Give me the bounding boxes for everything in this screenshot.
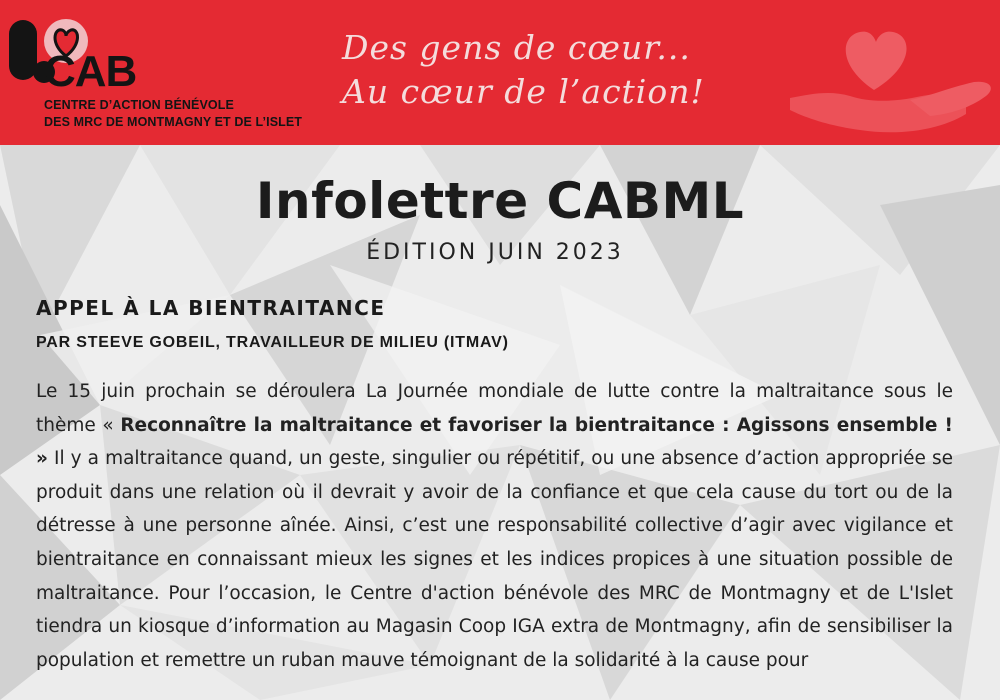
article-heading: APPEL À LA BIENTRAITANCE (36, 296, 386, 320)
logo-brand: CAB (44, 47, 137, 96)
logo-subtitle-line-1: CENTRE D’ACTION BÉNÉVOLE (44, 98, 234, 112)
body-intro: Le 15 juin prochain se déroulera La Journée mondiale de lutte contre la maltraitance sous le thème « (36, 381, 953, 436)
logo-subtitle-line-2: DES MRC DE MONTMAGNY ET DE L’ISLET (44, 115, 303, 129)
body-theme: Reconnaître la maltraitance et favoriser la bientraitance : Agissons ensemble ! » (36, 414, 953, 470)
article-body (36, 375, 953, 677)
logo (0, 0, 335, 145)
logo-subtitle (44, 97, 302, 131)
slogan (342, 26, 705, 114)
slogan-line-2: Au cœur de l’action! (342, 72, 705, 111)
article-byline: PAR STEEVE GOBEIL, TRAVAILLEUR DE MILIEU (ITMAV) (36, 334, 509, 351)
slogan-line-1: Des gens de cœur... (342, 28, 691, 67)
edition-label: ÉDITION JUIN 2023 (366, 240, 624, 265)
body-rest: Il y a maltraitance quand, un geste, singulier ou répétitif, ou une absence d’action appropriée se produit dans une relation où il devrait y avoir de la confiance et que cela cause du tort ou de la détresse à une personne aînée. Ainsi, c’est une responsabilité collective d’agir avec vigilance et bientraitance en connaissant mieux les signes et les indices propices à une situation possible de maltraitance. Pour l’occasion, le Centre d'action bénévole des MRC de Montmagny et de L'Islet tiendra un kiosque d’information au Magasin Coop IGA extra de Montmagny, afin de sensibiliser la population et remettre un ruban mauve témoignant de la solidarité à la cause pour (36, 448, 953, 671)
newsletter-title: Infolettre CABML (255, 172, 745, 230)
heart-in-hand-icon (790, 18, 1000, 145)
header-banner (0, 0, 1000, 145)
